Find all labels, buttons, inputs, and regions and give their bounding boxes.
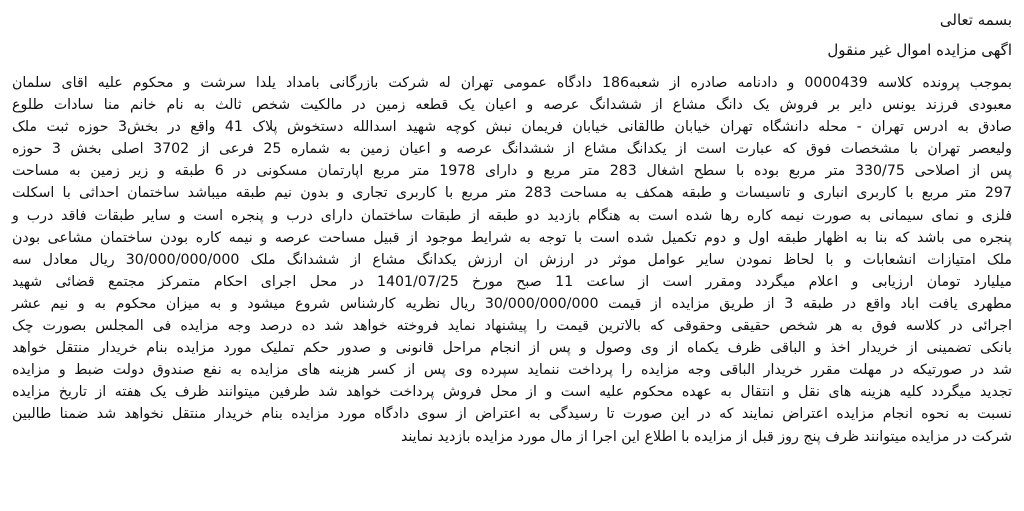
body-line: تجدید میگردد کلیه هزینه های نقل و انتقال به عهده محکوم علیه است و از محل فروش پرداخت خواهد شد طرفین میتوانند ظرف یک هفته از تاریخ مزایده — [12, 384, 1012, 401]
body-line: بانکی تضمینی از خریدار اخذ و الباقی ظرف یکماه از وی وصول و پس از انجام مراحل قانونی و صدور حکم تملیک مورد مزایده بنام خریدار منتقل خواهد — [12, 340, 1012, 357]
body-line: بموجب پرونده کلاسه 0000439 و دادنامه صادره از شعبه186 دادگاه عمومی تهران له شرکت بازرگانی بامداد یلدا سرشت و محکوم علیه اقای سلمان — [12, 75, 1012, 91]
body-line: شد در صورتیکه در مهلت مقرر خریدار الباقی وجه مزایده را پرداخت ننماید سپرده وی پس از کسر هزینه های مزایده به نفع صندوق دولت ضبط و مزایده — [12, 362, 1012, 379]
body-line: ولیعصر تهران با مشخصات فوق که عبارت است از یکدانگ مشاع از ششدانگ عرصه و اعیان زمین به شماره 25 فرعی از 3702 اصلی بخش 3 حوزه — [12, 141, 1012, 158]
notice-body — [12, 72, 1012, 448]
body-line: صادق به ادرس تهران - محله دانشگاه تهران خیابان طالقانی خیابان فریمان نبش کوچه شهید اسدالله دستخوش پلاک 41 واقع در بخش3 حوزه ثبت ملک — [12, 119, 1012, 136]
body-line: 297 متر مربع با کاربری انباری و تاسیسات و طبقه همکف به مساحت 283 متر مربع با کاربری تجاری و بدون نیم طبقه میباشد ساختمان احداثی با اسکلت — [12, 185, 1012, 202]
body-line: اجرائی در کلاسه فوق به هر شخص حقیقی وحقوقی که بالاترین قیمت را پیشنهاد نماید فروخته خواهد شد ده درصد وجه مزایده فی المجلس بصورت چک — [12, 318, 1012, 335]
body-line: میلیارد تومان ارزیابی و اعلام میگردد ومقرر است از ساعت 11 صبح مورخ 1401/07/25 در محل اجرای احکام متمرکز مجتمع قضائی شهید — [12, 273, 1012, 290]
body-line: پس از اصلاحی 330/75 متر مربع بوده با سطح اشغال 283 متر مربع و دارای 1978 متر مربع اپارتمان مسکونی در 6 طبقه و زیر زمین به مساحت — [12, 163, 1012, 180]
notice-title: اگهی مزایده اموال غیر منقول — [827, 41, 1012, 59]
bismillah-heading: بسمه تعالی — [939, 11, 1012, 29]
body-line: معبودی فرزند یونس دایر بر فروش یک دانگ مشاع از ششدانگ عرصه و اعیان یک قطعه زمین در مالکیت شخص ثالث به نام خانم منا سادات طلوع — [12, 97, 1012, 114]
body-line: ملک امتیازات انشعابات و با لحاظ نمودن سایر عوامل موثر در ارزش ان ارزش یکدانگ مشاع از ششدانگ ملک 30/000/000/000 ریال معادل سه — [12, 251, 1012, 268]
body-line: شرکت در مزایده میتوانند ظرف پنج روز قبل از مزایده با اطلاع این اجرا از مال مورد مزایده بازدید نمایند — [400, 428, 1012, 445]
body-line: پنجره می باشد که بنا به اظهار طبقه اول و دوم تکمیل شده است با توجه به شرایط موجود از قبیل مساحت عرصه و نیمه کاره بودن ساختمان مشاعی بودن — [12, 229, 1012, 246]
body-line: مطهری یافت اباد واقع در طبقه 3 از طریق مزایده از قیمت 30/000/000/000 ریال نظریه کارشناس شروع میشود و به میزان محکوم به و نیم عشر — [12, 295, 1012, 312]
body-line: نسبت به نحوه انجام مزایده اعتراض نمایند که در این صورت تا رسیدگی به اعتراض از سوی دادگاه مورد مزایده بنام خریدار منتقل نخواهد شد ضمنا طالبین — [12, 406, 1012, 423]
body-line: فلزی و نمای سیمانی به صورت نیمه کاره رها شده است به هنگام بازدید دو طبقه از طبقات ساختمان دارای درب و پنجره است و سایر طبقات فاقد درب و — [12, 207, 1012, 224]
